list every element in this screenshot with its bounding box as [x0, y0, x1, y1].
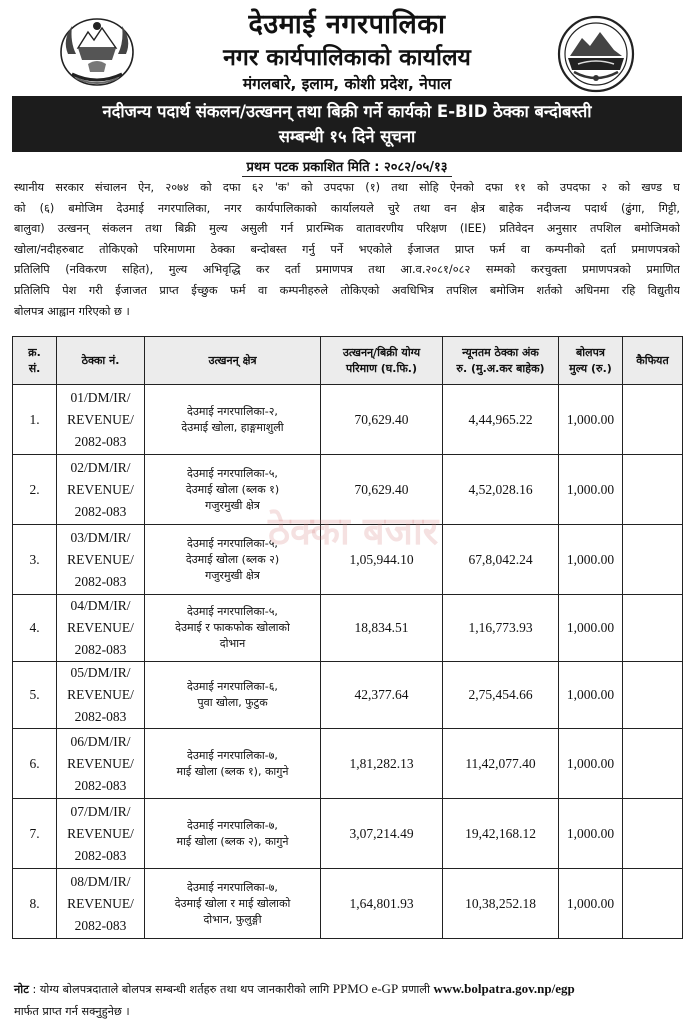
cell-text: 6.: [29, 755, 40, 771]
cell-bid-fee: [559, 385, 623, 455]
cell-area: [145, 869, 321, 939]
cell-text: 3,07,214.49: [349, 825, 414, 841]
cell-line: गजुरमुखी क्षेत्र: [205, 568, 260, 582]
cell-text: 5.: [29, 687, 40, 702]
cell-text: 1,000.00: [566, 825, 615, 841]
cell-line: देउमाई र फाकफोक खोलाको: [175, 621, 290, 634]
cell-line: देउमाई नगरपालिका-२,: [187, 404, 278, 418]
header-area: उत्खनन् क्षेत्र: [145, 337, 321, 385]
cell-quantity: [321, 729, 443, 799]
cell-text: 70,629.40: [354, 411, 409, 427]
cell-text: 7.: [29, 825, 40, 841]
cell-min-amount: [443, 525, 559, 595]
cell-line: 06/DM/IR/: [70, 733, 131, 749]
cell-bid-fee: [559, 662, 623, 729]
cell-line: 2082-083: [74, 503, 127, 519]
cell-line: देउमाई खोला (ब्लक २): [185, 552, 280, 566]
intro-line: प्रतिलिपि (नविकरण सहित), मुल्य अभिवृद्धि कर दर्ता प्रमाणपत्र तथा आ.व.२०८१/०८२ सम्मको करचुक्ता प्रमाणपत्रको प्रमाणित: [14, 263, 680, 277]
cell-line: REVENUE/: [67, 895, 134, 911]
table-row: [13, 455, 683, 525]
cell-remarks: [623, 662, 683, 729]
cell-line: 2082-083: [74, 709, 127, 724]
intro-line: खोला/नदीहरुबाट तोकिएको परिमाणमा ठेक्का बन्दोबस्त गर्नु पर्ने भएकोले ईजाजत प्राप्त फर्म वा कम्पनीको दर्ता प्रमाणपत्रको: [14, 242, 680, 256]
cell-sn: [13, 385, 57, 455]
cell-line: देउमाई नगरपालिका-५,: [187, 466, 278, 480]
cell-text: 1,000.00: [566, 551, 615, 567]
table-row: [13, 525, 683, 595]
notice-title: [12, 96, 682, 152]
cell-tender-no: [57, 595, 145, 662]
footer-note: [14, 978, 682, 1023]
intro-line: बालुवा) उत्खनन् संकलन तथा बिक्री मुल्य असुली गर्न प्रारम्भिक वातावरणीय परिक्षण (IEE) प्रतिवेदन अनुसार तपशिल बमोजिमको: [14, 222, 680, 236]
cell-tender-no: [57, 662, 145, 729]
cell-text: 67,8,042.24: [468, 551, 533, 567]
cell-line: 07/DM/IR/: [70, 803, 131, 819]
publication-date-text: प्रथम पटक प्रकाशित मिति : २०८२/०५/१३: [242, 160, 451, 177]
cell-min-amount: [443, 869, 559, 939]
cell-text: 1,000.00: [566, 620, 615, 635]
cell-text: 2,75,454.66: [468, 687, 533, 702]
egp-link[interactable]: www.bolpatra.gov.np/egp: [433, 981, 575, 996]
cell-line: देउमाई नगरपालिका-७,: [187, 748, 278, 762]
table-row: [13, 729, 683, 799]
note-ppmo: PPMO e-GP: [332, 981, 399, 996]
cell-line: दोभान, फुलुङ्गी: [203, 912, 262, 926]
cell-text: 1,000.00: [566, 481, 615, 497]
intro-line: प्रतिलिपि पेश गरी ईजाजत प्राप्त ईच्छुक फर्म वा कम्पनीहरुले तोकिएको अवधिभित्र तपशिल बमोजिम शर्तको अधिनमा रहि विद्युतीय: [14, 283, 680, 297]
cell-area: [145, 525, 321, 595]
cell-text: 10,38,252.18: [465, 895, 536, 911]
cell-text: 1.: [29, 411, 40, 427]
cell-line: देउमाई खोला, हाङ्गमाशुली: [181, 420, 284, 434]
cell-text: 8.: [29, 895, 40, 911]
cell-text: 19,42,168.12: [465, 825, 536, 841]
cell-line: 2082-083: [74, 642, 127, 657]
cell-tender-no: [57, 525, 145, 595]
cell-line: देउमाई नगरपालिका-७,: [187, 880, 278, 894]
cell-sn: [13, 595, 57, 662]
header-remarks: कैफियत: [623, 337, 683, 385]
cell-area: [145, 729, 321, 799]
cell-quantity: [321, 662, 443, 729]
cell-text: 70,629.40: [354, 481, 409, 497]
cell-line: 2082-083: [74, 573, 127, 589]
cell-line: 04/DM/IR/: [70, 598, 131, 613]
cell-sn: [13, 662, 57, 729]
cell-line: 03/DM/IR/: [70, 529, 131, 545]
cell-min-amount: [443, 799, 559, 869]
intro-line: को (६) बमोजिम देउमाई नगरपालिका, नगर कार्यपालिकाको कार्यालयले चुरे तथा वन क्षेत्र बाहेक नदीजन्य पदार्थ (ढुंगा, गिट्टी,: [14, 201, 680, 215]
cell-tender-no: [57, 729, 145, 799]
cell-line: देउमाई नगरपालिका-५,: [187, 536, 278, 550]
cell-line: REVENUE/: [67, 481, 134, 497]
cell-line: 2082-083: [74, 917, 127, 933]
cell-line: दोभान: [219, 637, 246, 650]
municipality-logo-icon: [556, 14, 636, 94]
cell-quantity: [321, 799, 443, 869]
cell-line: 05/DM/IR/: [70, 665, 131, 680]
cell-quantity: [321, 385, 443, 455]
cell-remarks: [623, 385, 683, 455]
cell-sn: [13, 525, 57, 595]
cell-line: REVENUE/: [67, 687, 134, 702]
cell-line: 01/DM/IR/: [70, 389, 131, 405]
cell-tender-no: [57, 455, 145, 525]
cell-text: 1,05,944.10: [349, 551, 414, 567]
table-row: [13, 662, 683, 729]
tender-table: [12, 336, 683, 939]
cell-text: 2.: [29, 481, 40, 497]
cell-tender-no: [57, 385, 145, 455]
note-line-1: [14, 978, 682, 1001]
cell-line: REVENUE/: [67, 755, 134, 771]
intro-line: स्थानीय सरकार संचालन ऐन, २०७४ को दफा ६२ 'क' को उपदफा (१) तथा सोहि ऐनको दफा ११ को उपदफा २ को खण्ड घ: [14, 181, 680, 194]
cell-text: 11,42,077.40: [465, 755, 536, 771]
publication-date: [0, 157, 694, 175]
cell-text: 1,000.00: [566, 411, 615, 427]
cell-area: [145, 385, 321, 455]
cell-line: देउमाई नगरपालिका-५,: [187, 605, 278, 618]
nepal-emblem-icon: [58, 14, 136, 88]
cell-line: देउमाई खोला र माई खोलाको: [174, 896, 291, 910]
table-row: [13, 869, 683, 939]
cell-line: REVENUE/: [67, 825, 134, 841]
cell-bid-fee: [559, 455, 623, 525]
cell-min-amount: [443, 729, 559, 799]
cell-text: 4,44,965.22: [468, 411, 533, 427]
notice-title-line-1: नदीजन्य पदार्थ संकलन/उत्खनन् तथा बिक्री गर्ने कार्यको E-BID ठेक्का बन्दोबस्ती: [102, 102, 592, 121]
office-address: मंगलबारे, इलाम, कोशी प्रदेश, नेपाल: [242, 75, 452, 93]
intro-paragraph: [14, 178, 680, 322]
cell-line: 2082-083: [74, 777, 127, 793]
cell-line: 2082-083: [74, 847, 127, 863]
cell-line: गजुरमुखी क्षेत्र: [205, 498, 260, 512]
cell-remarks: [623, 729, 683, 799]
cell-remarks: [623, 869, 683, 939]
cell-min-amount: [443, 595, 559, 662]
cell-remarks: [623, 525, 683, 595]
cell-text: 3.: [29, 551, 40, 567]
note-text-2: प्रणाली: [398, 983, 434, 996]
watermark: ठेक्का बजार: [268, 509, 439, 553]
header-bid-fee: बोलपत्र मुल्य (रु.): [559, 337, 623, 385]
table-row: [13, 385, 683, 455]
table-row: [13, 595, 683, 662]
cell-min-amount: [443, 455, 559, 525]
cell-quantity: [321, 595, 443, 662]
cell-line: REVENUE/: [67, 411, 134, 427]
note-text-1: : योग्य बोलपत्रदाताले बोलपत्र सम्बन्धी शर्तहरु तथा थप जानकारीको लागि: [28, 983, 333, 996]
header-tender-no: ठेक्का नं.: [57, 337, 145, 385]
cell-text: 4.: [29, 620, 40, 635]
cell-line: 08/DM/IR/: [70, 873, 131, 889]
table-header-row: [13, 337, 683, 385]
cell-bid-fee: [559, 729, 623, 799]
cell-min-amount: [443, 662, 559, 729]
note-label: नोट: [14, 983, 29, 996]
cell-quantity: [321, 869, 443, 939]
cell-line: REVENUE/: [67, 620, 134, 635]
cell-line: पुवा खोला, फुटुक: [197, 696, 268, 709]
cell-bid-fee: [559, 595, 623, 662]
cell-text: 18,834.51: [354, 620, 409, 635]
cell-line: देउमाई नगरपालिका-६,: [187, 680, 278, 693]
cell-line: 2082-083: [74, 433, 127, 449]
cell-quantity: [321, 525, 443, 595]
cell-text: 1,64,801.93: [349, 895, 414, 911]
municipality-name: देउमाई नगरपालिका: [248, 9, 446, 40]
cell-area: [145, 595, 321, 662]
cell-area: [145, 799, 321, 869]
cell-area: [145, 662, 321, 729]
cell-line: 02/DM/IR/: [70, 459, 131, 475]
cell-text: 4,52,028.16: [468, 481, 533, 497]
cell-text: 1,000.00: [566, 755, 615, 771]
cell-line: माई खोला (ब्लक २), कागुने: [176, 834, 289, 848]
note-line-2: मार्फत प्राप्त गर्न सक्नुहुनेछ ।: [14, 1005, 130, 1018]
intro-line: बोलपत्र आह्वान गरिएको छ ।: [14, 304, 130, 318]
cell-min-amount: [443, 385, 559, 455]
cell-quantity: [321, 455, 443, 525]
cell-remarks: [623, 595, 683, 662]
cell-text: 1,000.00: [566, 687, 615, 702]
cell-remarks: [623, 799, 683, 869]
cell-area: [145, 455, 321, 525]
cell-line: देउमाई नगरपालिका-७,: [187, 818, 278, 832]
cell-tender-no: [57, 869, 145, 939]
cell-text: 1,000.00: [566, 895, 615, 911]
cell-sn: [13, 869, 57, 939]
cell-text: 1,81,282.13: [349, 755, 414, 771]
header-sn: क्र. सं.: [13, 337, 57, 385]
cell-line: REVENUE/: [67, 551, 134, 567]
cell-bid-fee: [559, 799, 623, 869]
cell-bid-fee: [559, 869, 623, 939]
cell-sn: [13, 455, 57, 525]
header-quantity: उत्खनन्/बिक्री योग्य परिमाण (घ.फि.): [321, 337, 443, 385]
cell-line: माई खोला (ब्लक १), कागुने: [176, 764, 289, 778]
cell-text: 42,377.64: [354, 687, 409, 702]
cell-sn: [13, 729, 57, 799]
cell-bid-fee: [559, 525, 623, 595]
header-min-amount: न्यूनतम ठेक्का अंक रु. (मु.अ.कर बाहेक): [443, 337, 559, 385]
cell-remarks: [623, 455, 683, 525]
cell-tender-no: [57, 799, 145, 869]
office-name: नगर कार्यपालिकाको कार्यालय: [223, 45, 471, 71]
table-row: [13, 799, 683, 869]
cell-text: 1,16,773.93: [468, 620, 533, 635]
cell-line: देउमाई खोला (ब्लक १): [185, 482, 280, 496]
notice-title-line-2: सम्बन्धी १५ दिने सूचना: [278, 127, 416, 146]
cell-sn: [13, 799, 57, 869]
